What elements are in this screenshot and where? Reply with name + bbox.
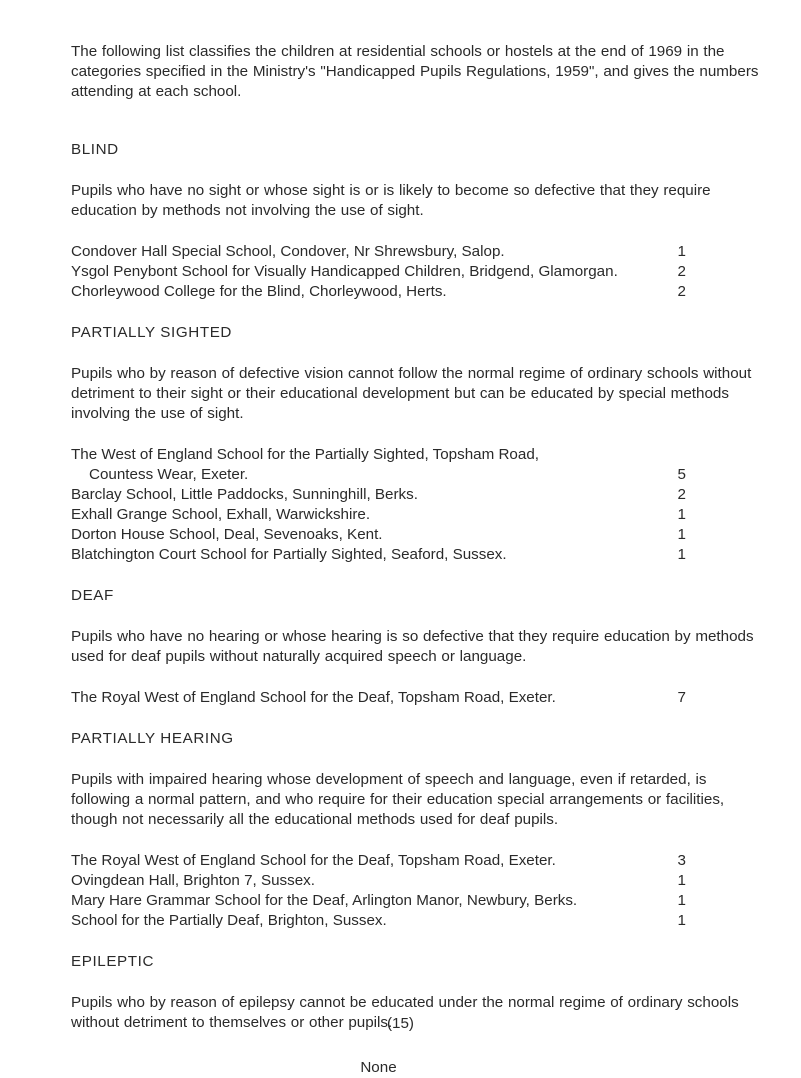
pupil-count: 1 (677, 912, 686, 929)
list-item (71, 891, 686, 911)
school-list (71, 445, 761, 565)
school-name: School for the Partially Deaf, Brighton, Sussex. (71, 912, 387, 929)
pupil-count: 3 (677, 852, 686, 869)
school-name: Ysgol Penybont School for Visually Handicapped Children, Bridgend, Glamorgan. (71, 263, 618, 280)
school-list (71, 242, 761, 302)
document-page (71, 42, 761, 1078)
pupil-count: 1 (677, 526, 686, 543)
pupil-count: 2 (677, 263, 686, 280)
list-item (71, 851, 686, 871)
list-item (71, 525, 686, 545)
section-deaf (71, 586, 761, 708)
intro-paragraph: The following list classifies the children at residential schools or hostels at the end of 1969 in the categories specified in the Ministry's "Handicapped Pupils Regulations, 1959", and gives the numbers attending at each school. (71, 43, 759, 100)
section-description: Pupils who by reason of epilepsy cannot be educated under the normal regime of ordinary schools without detriment to themselves or other pupils. (71, 994, 739, 1031)
section-description: Pupils who have no sight or whose sight is or is likely to become so defective that they require education by methods not involving the use of sight. (71, 182, 711, 219)
pupil-count: 1 (677, 506, 686, 523)
section-partially-hearing (71, 729, 761, 931)
section-description: Pupils with impaired hearing whose development of speech and language, even if retarded, is following a normal pattern, and who require for their education special arrangements or facilities, though not necessarily all the educational methods used for deaf pupils. (71, 771, 725, 828)
school-name: Countess Wear, Exeter. (89, 466, 249, 483)
pupil-count: 2 (677, 486, 686, 503)
school-name: Barclay School, Little Paddocks, Sunninghill, Berks. (71, 486, 418, 503)
page-number: (15) (386, 1015, 414, 1032)
school-list (71, 688, 761, 708)
school-name: Exhall Grange School, Exhall, Warwickshire. (71, 506, 371, 523)
list-item (71, 871, 686, 891)
school-name: The Royal West of England School for the Deaf, Topsham Road, Exeter. (71, 852, 556, 869)
list-item (71, 465, 686, 485)
section-heading: PARTIALLY HEARING (71, 730, 234, 747)
pupil-count: 1 (677, 872, 686, 889)
section-heading: DEAF (71, 587, 114, 604)
school-name: Chorleywood College for the Blind, Chorleywood, Herts. (71, 283, 447, 300)
section-heading: PARTIALLY SIGHTED (71, 324, 232, 341)
section-blind (71, 140, 761, 302)
pupil-count: 1 (677, 892, 686, 909)
list-item (71, 545, 686, 565)
pupil-count: 2 (677, 283, 686, 300)
list-item (71, 688, 686, 708)
pupil-count: 1 (677, 243, 686, 260)
section-heading: BLIND (71, 141, 119, 158)
list-item (71, 505, 686, 525)
list-item (71, 911, 686, 931)
section-description: Pupils who have no hearing or whose hearing is so defective that they require education by methods used for deaf pupils without naturally acquired speech or language. (71, 628, 754, 665)
section-heading: EPILEPTIC (71, 953, 155, 970)
section-description: Pupils who by reason of defective vision cannot follow the normal regime of ordinary schools without detriment to their sight or their educational development but can be educated by special methods involving the use of sight. (71, 365, 752, 422)
list-item (71, 282, 686, 302)
pupil-count: 7 (677, 689, 686, 706)
school-name: Condover Hall Special School, Condover, Nr Shrewsbury, Salop. (71, 243, 505, 260)
school-name: The Royal West of England School for the Deaf, Topsham Road, Exeter. (71, 689, 556, 706)
school-name: Mary Hare Grammar School for the Deaf, Arlington Manor, Newbury, Berks. (71, 892, 578, 909)
school-name: The West of England School for the Partially Sighted, Topsham Road, (71, 446, 539, 463)
school-list (71, 851, 761, 931)
list-item (71, 485, 686, 505)
list-item (71, 445, 686, 465)
pupil-count: 5 (677, 466, 686, 483)
list-item (71, 262, 686, 282)
school-name: Blatchington Court School for Partially Sighted, Seaford, Sussex. (71, 546, 507, 563)
pupil-count: 1 (677, 546, 686, 563)
school-name: Ovingdean Hall, Brighton 7, Sussex. (71, 872, 315, 889)
list-item (71, 242, 686, 262)
school-name: Dorton House School, Deal, Sevenoaks, Kent. (71, 526, 383, 543)
none-label: None (360, 1059, 397, 1076)
section-partially-sighted (71, 323, 761, 565)
